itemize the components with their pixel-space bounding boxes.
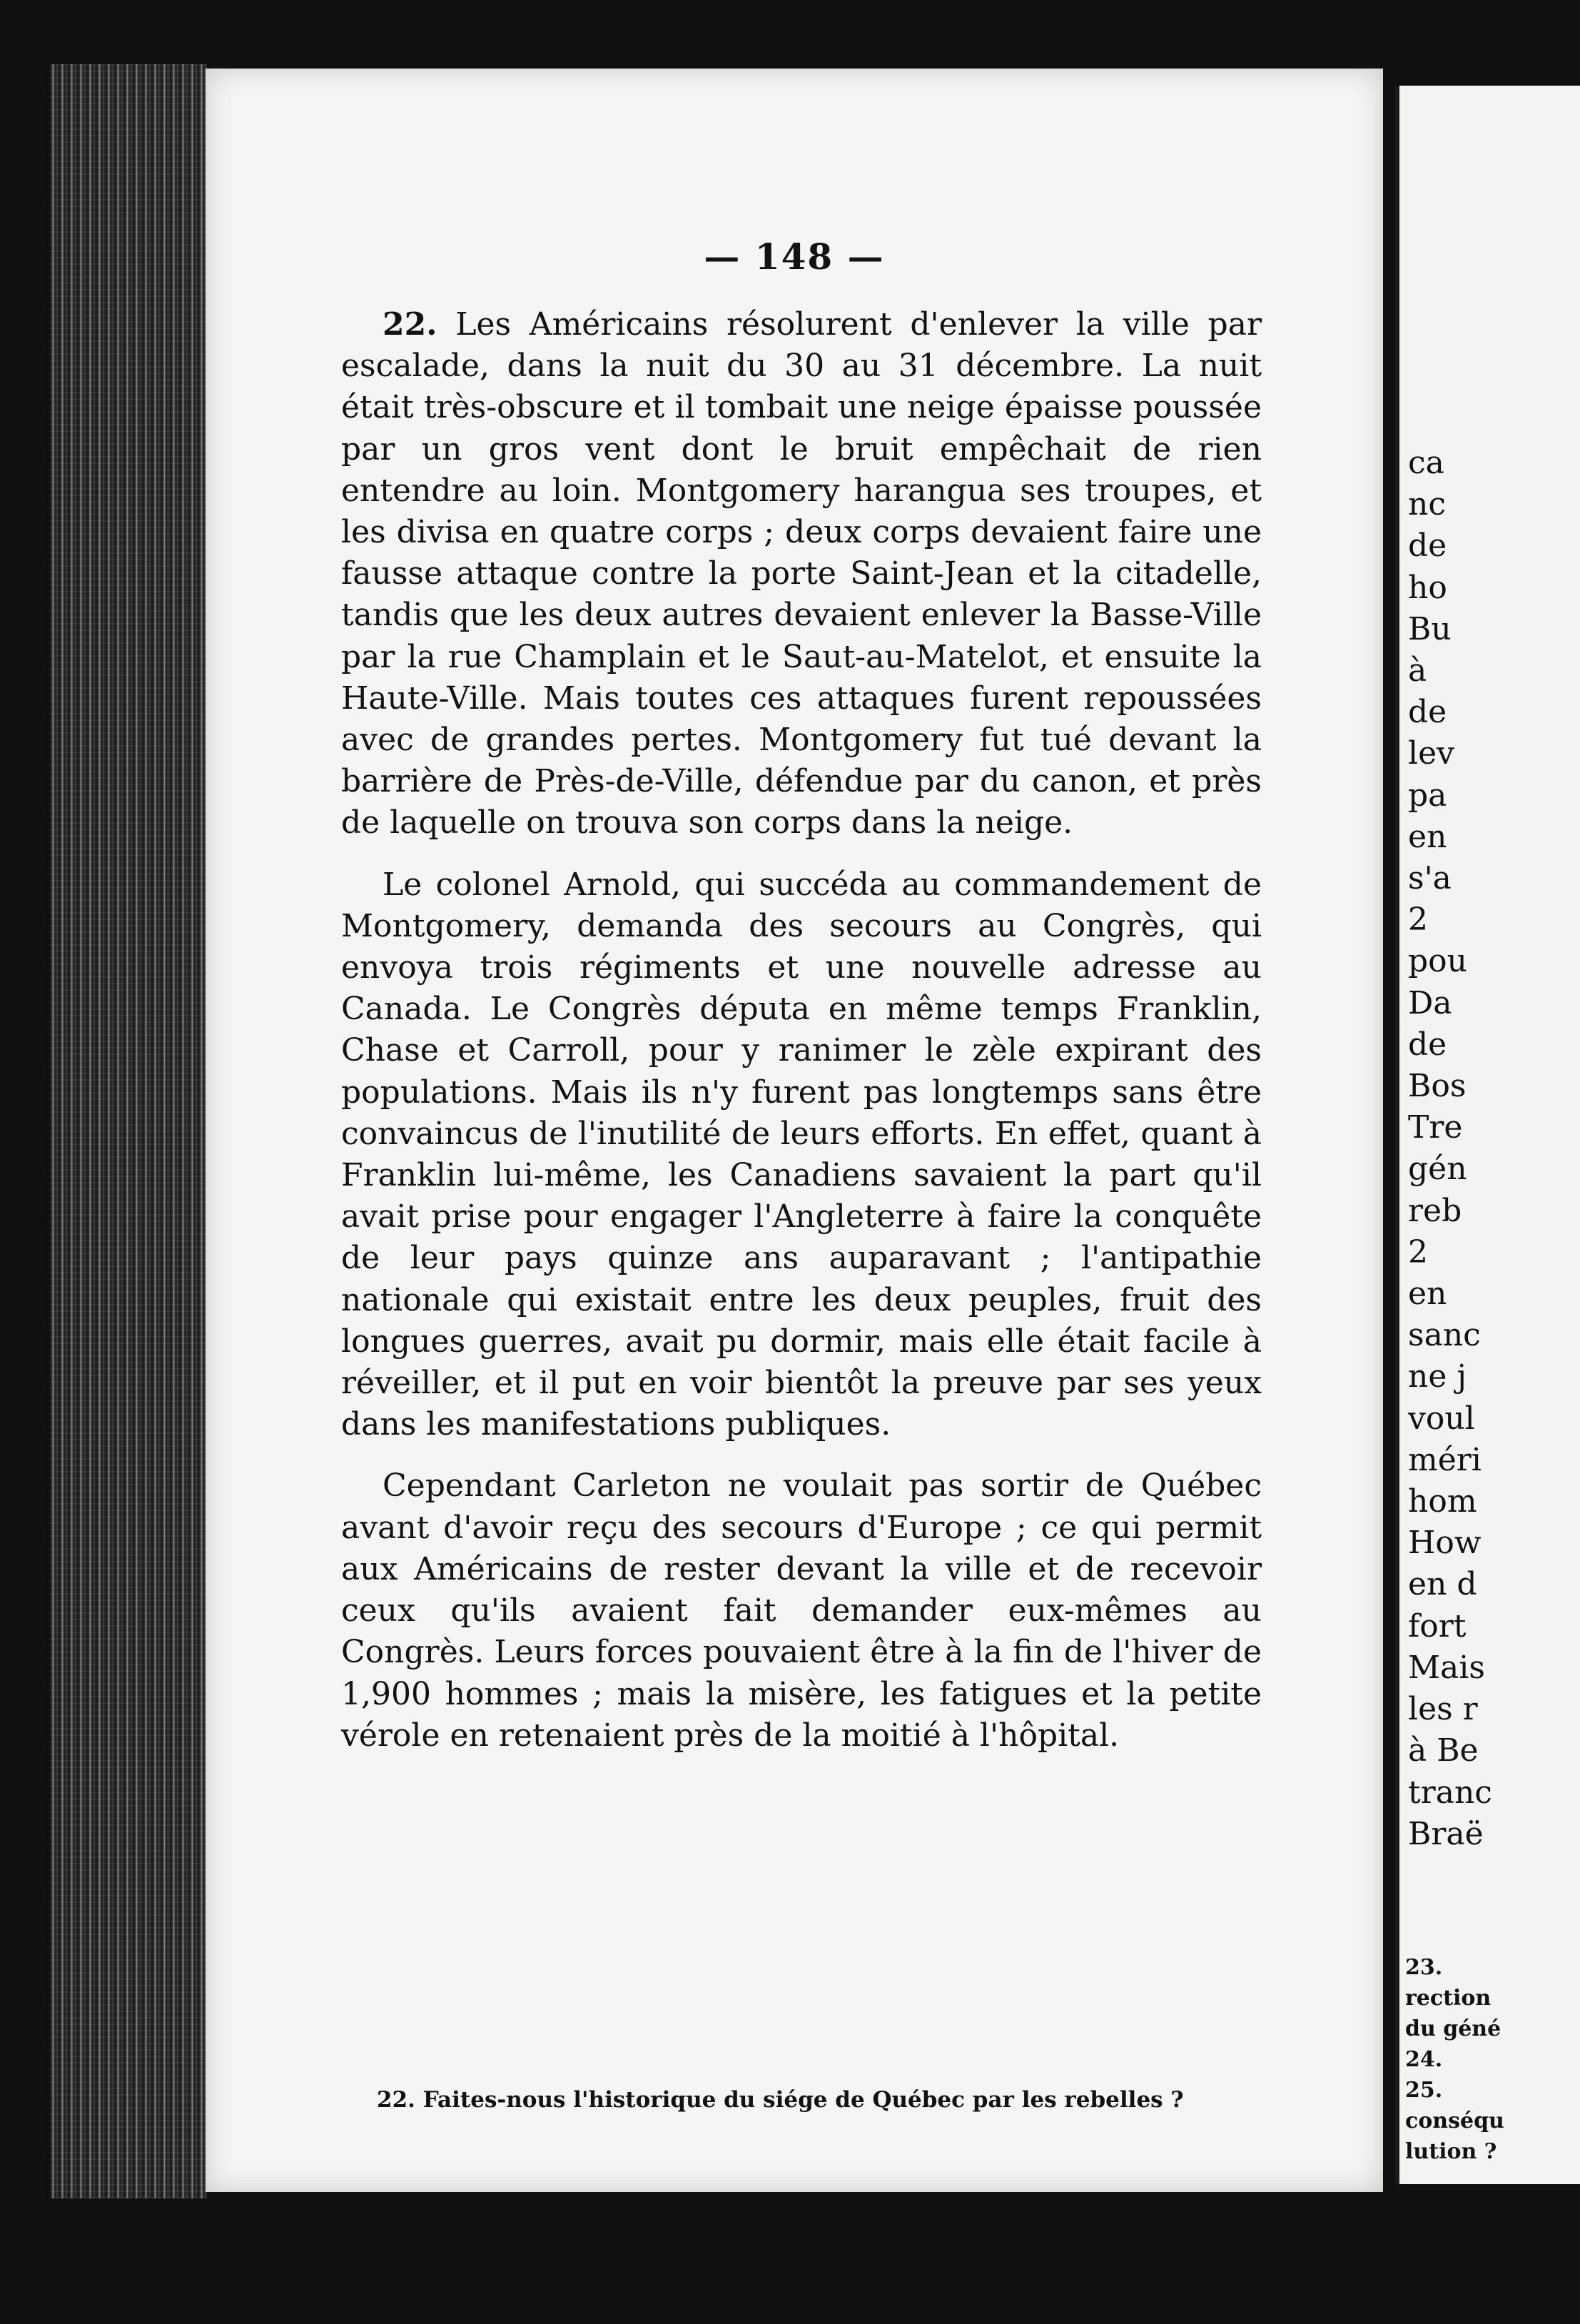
facing-line-fragment: Bos xyxy=(1408,1068,1467,1105)
facing-line-fragment: hom xyxy=(1408,1483,1477,1520)
facing-line-fragment: 2 xyxy=(1408,1233,1428,1270)
facing-line-fragment: en xyxy=(1408,818,1447,855)
page-edges xyxy=(50,64,207,2198)
facing-note-fragment: 24. xyxy=(1405,2047,1443,2072)
paragraph-text: Cependant Carleton ne voulait pas sortir de Québec avant d'avoir reçu des secours d'Europe ; ce qui permit aux Américains de rester devant la ville et de recevoir ceux qu'ils avaient fait demander eux-mêmes au Congrès. Leurs forces pouvaient être à la fin de l'hiver de 1,900 hommes ; mais la misère, les fatigues et la petite vérole en retenaient près de la moitié à l'hôpital. xyxy=(341,1467,1262,1754)
facing-line-fragment: pou xyxy=(1408,943,1467,980)
facing-line-fragment: Mais xyxy=(1408,1649,1485,1686)
facing-line-fragment: tranc xyxy=(1408,1774,1492,1811)
facing-note-fragment: rection xyxy=(1405,1986,1492,2011)
facing-line-fragment: voul xyxy=(1408,1400,1475,1437)
facing-line-fragment: nc xyxy=(1408,486,1446,523)
main-page xyxy=(206,69,1383,2192)
facing-line-fragment: de xyxy=(1408,694,1447,731)
facing-line-fragment: 2 xyxy=(1408,901,1428,939)
facing-line-fragment: reb xyxy=(1408,1192,1462,1229)
facing-line-fragment: de xyxy=(1408,1026,1447,1063)
facing-line-fragment: Braë xyxy=(1408,1815,1484,1852)
facing-line-fragment: ho xyxy=(1408,569,1447,606)
paragraph-carleton xyxy=(341,1465,1262,1756)
facing-line-fragment: de xyxy=(1408,527,1447,565)
paragraph-22 xyxy=(341,304,1262,844)
facing-line-fragment: pa xyxy=(1408,777,1447,814)
facing-line-fragment: Bu xyxy=(1408,610,1452,647)
facing-page-notes xyxy=(1405,1952,1504,2167)
page-number: — 148 — xyxy=(704,236,885,278)
facing-line-fragment: ca xyxy=(1408,445,1444,481)
facing-note-fragment: conséqu xyxy=(1405,2108,1504,2133)
facing-line-fragment: Tre xyxy=(1408,1109,1463,1146)
facing-line-fragment: How xyxy=(1408,1525,1482,1562)
facing-page-lines xyxy=(1408,443,1492,1855)
facing-line-fragment: sanc xyxy=(1408,1317,1481,1354)
facing-line-fragment: fort xyxy=(1408,1607,1467,1645)
paragraph-number: 22. xyxy=(383,306,437,343)
facing-line-fragment: méri xyxy=(1408,1441,1482,1478)
body-text xyxy=(341,304,1262,1777)
facing-line-fragment: ne j xyxy=(1408,1358,1467,1395)
facing-page-fragment xyxy=(1395,86,1580,2184)
facing-line-fragment: gén xyxy=(1408,1151,1467,1188)
paragraph-arnold xyxy=(341,864,1262,1446)
facing-line-fragment: en xyxy=(1408,1275,1447,1313)
facing-note-fragment: lution ? xyxy=(1405,2139,1497,2164)
facing-line-fragment: Da xyxy=(1408,984,1452,1021)
paragraph-text: Les Américains résolurent d'enlever la ville par escalade, dans la nuit du 30 au 31 décembre. La nuit était très-obscure et il tombait une neige épaisse poussée par un gros vent dont le bruit empêchait de rien entendre au loin. Montgomery harangua ses troupes, et les divisa en quatre corps ; deux corps devaient faire une fausse attaque contre la porte Saint-Jean et la citadelle, tandis que les deux autres devaient enlever la Basse-Ville par la rue Champlain et le Saut-au-Matelot, et ensuite la Haute-Ville. Mais toutes ces attaques furent repoussées avec de grandes pertes. Montgomery fut tué devant la barrière de Près-de-Ville, défendue par du canon, et près de laquelle on trouva son corps dans la neige. xyxy=(341,306,1262,842)
facing-note-fragment: du géné xyxy=(1405,2016,1501,2041)
paragraph-text: Le colonel Arnold, qui succéda au commandement de Montgomery, demanda des secours au Congrès, qui envoya trois régiments et une nouvelle adresse au Canada. Le Congrès députa en même temps Franklin, Chase et Carroll, pour y ranimer le zèle expirant des populations. Mais ils n'y furent pas longtemps sans être convaincus de l'inutilité de leurs efforts. En effet, quant à Franklin lui-même, les Canadiens savaient la part qu'il avait prise pour engager l'Angleterre à faire la conquête de leur pays quinze ans auparavant ; l'antipathie nationale qui existait entre les deux peuples, fruit des longues guerres, avait pu dormir, mais elle était facile à réveiller, et il put en voir bientôt la preuve par ses yeux dans les manifestations publiques. xyxy=(341,866,1262,1443)
facing-line-fragment: en d xyxy=(1408,1566,1477,1603)
facing-line-fragment: à Be xyxy=(1408,1732,1479,1769)
facing-line-fragment: les r xyxy=(1408,1691,1478,1728)
facing-note-fragment: 25. xyxy=(1405,2078,1443,2103)
facing-line-fragment: lev xyxy=(1408,735,1454,772)
facing-note-fragment: 23. xyxy=(1405,1955,1443,1980)
review-question: 22. Faites-nous l'historique du siége de Québec par les rebelles ? xyxy=(377,2087,1184,2113)
facing-line-fragment: s'a xyxy=(1408,860,1452,897)
facing-line-fragment: à xyxy=(1408,652,1427,689)
